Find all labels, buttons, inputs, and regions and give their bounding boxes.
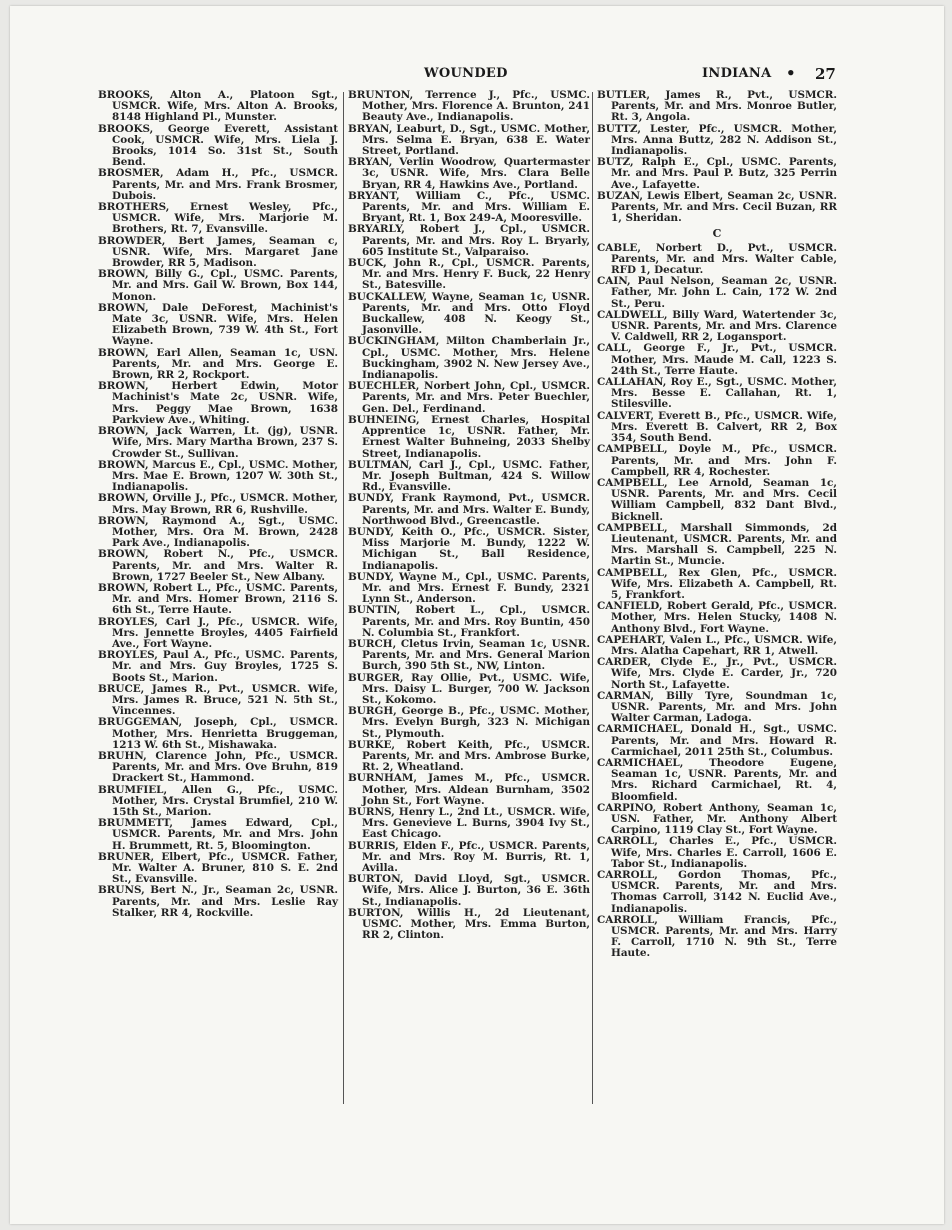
bullet-icon: • xyxy=(786,64,796,82)
casualty-entry: BROWN, Orville J., Pfc., USMCR. Mother, Mrs. May Brown, RR 6, Rushville. xyxy=(98,492,338,516)
casualty-entry: BRUMMETT, James Edward, Cpl., USMCR. Parents, Mr. and Mrs. John H. Brummett, Rt. 5, Bloomington. xyxy=(98,817,338,852)
column-3 xyxy=(597,90,837,960)
casualty-entry: CALDWELL, Billy Ward, Watertender 3c, USNR. Parents, Mr. and Mrs. Clarence V. Caldwell, RR 2, Logansport. xyxy=(597,308,837,344)
casualty-entry: CARMICHAEL, Donald H., Sgt., USMC. Parents, Mr. and Mrs. Howard R. Carmichael, 2011 25th St., Columbus. xyxy=(597,723,837,758)
casualty-entry: BURTON, David Lloyd, Sgt., USMCR. Wife, Mrs. Alice J. Burton, 36 E. 36th St., Indianapolis. xyxy=(348,873,590,908)
casualty-entry: BUNTIN, Robert L., Cpl., USMCR. Parents, Mr. and Mrs. Roy Buntin, 450 N. Columbia St., Frankfort. xyxy=(348,604,590,639)
casualty-entry: CARDER, Clyde E., Jr., Pvt., USMCR. Wife, Mrs. Clyde E. Carder, Jr., 720 North St., Lafayette. xyxy=(597,656,837,691)
state-name: INDIANA xyxy=(702,66,772,81)
casualty-entry: CARROLL, William Francis, Pfc., USMCR. Parents, Mr. and Mrs. Harry F. Carroll, 1710 N. 9th St., Terre Haute. xyxy=(597,913,837,960)
casualty-entry: BRYAN, Leaburt, D., Sgt., USMC. Mother, Mrs. Selma E. Bryan, 638 E. Water Street, Portland. xyxy=(348,122,590,158)
casualty-entry: BRUMFIEL, Allen G., Pfc., USMC. Mother, Mrs. Crystal Brumfiel, 210 W. 15th St., Marion. xyxy=(98,783,338,818)
casualty-entry: BROWN, Billy G., Cpl., USMC. Parents, Mr. and Mrs. Gail W. Brown, Box 144, Monon. xyxy=(98,268,338,303)
casualty-entry: BROSMER, Adam H., Pfc., USMCR. Parents, Mr. and Mrs. Frank Brosmer, Dubois. xyxy=(98,167,338,202)
casualty-entry: CAMPBELL, Rex Glen, Pfc., USMCR. Wife, Mrs. Elizabeth A. Campbell, Rt. 5, Frankfort. xyxy=(597,566,837,601)
page-header xyxy=(0,60,952,84)
casualty-entry: BROWN, Raymond A., Sgt., USMC. Mother, Mrs. Ora M. Brown, 2428 Park Ave., Indianapolis. xyxy=(98,514,338,550)
casualty-entry: BROYLES, Paul A., Pfc., USMC. Parents, Mr. and Mrs. Guy Broyles, 1725 S. Boots St., Marion. xyxy=(98,649,338,684)
casualty-entry: BURNS, Henry L., 2nd Lt., USMCR. Wife, Mrs. Genevieve L. Burns, 3904 Ivy St., East Chicago. xyxy=(348,806,590,841)
column-1 xyxy=(98,90,338,919)
casualty-entry: BRYAN, Verlin Woodrow, Quartermaster 3c, USNR. Wife, Mrs. Clara Belle Bryan, RR 4, Hawkins Ave., Portland. xyxy=(348,156,590,191)
casualty-entry: CABLE, Norbert D., Pvt., USMCR. Parents, Mr. and Mrs. Walter Cable, RFD 1, Decatur. xyxy=(597,241,837,277)
column-divider xyxy=(343,92,344,1104)
casualty-entry: BROWN, Marcus E., Cpl., USMC. Mother, Mrs. Mae E. Brown, 1207 W. 30th St., Indianapolis. xyxy=(98,458,338,494)
casualty-entry: CARROLL, Charles E., Pfc., USMCR. Wife, Mrs. Charles E. Carroll, 1606 E. Tabor St., Indianapolis. xyxy=(597,835,837,870)
casualty-entry: BRYANT, William C., Pfc., USMC. Parents, Mr. and Mrs. William E. Bryant, Rt. 1, Box 249-A, Mooresville. xyxy=(348,189,590,225)
casualty-entry: BRYARLY, Robert J., Cpl., USMCR. Parents, Mr. and Mrs. Roy L. Bryarly, 605 Institute St., Valparaiso. xyxy=(348,223,590,258)
casualty-entry: CAIN, Paul Nelson, Seaman 2c, USNR. Father, Mr. John L. Cain, 172 W. 2nd St., Peru. xyxy=(597,275,837,310)
casualty-entry: CARMICHAEL, Theodore Eugene, Seaman 1c, USNR. Parents, Mr. and Mrs. Richard Carmichael, Rt. 4, Bloomfield. xyxy=(597,756,837,803)
casualty-entry: CARPINO, Robert Anthony, Seaman 1c, USN. Father, Mr. Anthony Albert Carpino, 1119 Clay St., Fort Wayne. xyxy=(597,801,837,837)
casualty-entry: BUECHLER, Norbert John, Cpl., USMCR. Parents, Mr. and Mrs. Peter Buechler, Gen. Del., Ferdinand. xyxy=(348,380,590,415)
casualty-entry: BRUNS, Bert N., Jr., Seaman 2c, USNR. Parents, Mr. and Mrs. Leslie Ray Stalker, RR 4, Rockville. xyxy=(98,884,338,919)
casualty-entry: BURKE, Robert Keith, Pfc., USMCR. Parents, Mr. and Mrs. Ambrose Burke, Rt. 2, Wheatland. xyxy=(348,738,590,774)
casualty-entry: BUHNEING, Ernest Charles, Hospital Apprentice 1c, USNR. Father, Mr. Ernest Walter Buhneing, 2033 Shelby Street, Indianapolis. xyxy=(348,413,590,460)
casualty-entry: BUCKINGHAM, Milton Chamberlain Jr., Cpl., USMC. Mother, Mrs. Helene Buckingham, 3902 N. New Jersey Ave., Indianapolis. xyxy=(348,335,590,382)
casualty-entry: BULTMAN, Carl J., Cpl., USMC. Father, Mr. Joseph Bultman, 424 S. Willow Rd., Evansville. xyxy=(348,458,590,494)
casualty-entry: BROWN, Robert N., Pfc., USMCR. Parents, Mr. and Mrs. Walter R. Brown, 1727 Beeler St., New Albany. xyxy=(98,548,338,583)
casualty-entry: CAPEHART, Valen L., Pfc., USMCR. Wife, Mrs. Alatha Capehart, RR 1, Atwell. xyxy=(597,633,837,657)
casualty-entry: BROWN, Herbert Edwin, Motor Machinist's Mate 2c, USNR. Wife, Mrs. Peggy Mae Brown, 1638 Parkview Ave., Whiting. xyxy=(98,380,338,426)
casualty-entry: BRUHN, Clarence John, Pfc., USMCR. Parents, Mr. and Mrs. Ove Bruhn, 819 Drackert St., Hammond. xyxy=(98,749,338,785)
casualty-entry: BURCH, Cletus Irvin, Seaman 1c, USNR. Parents, Mr. and Mrs. General Marion Burch, 390 5th St., NW, Linton. xyxy=(348,637,590,673)
casualty-entry: BURRIS, Elden F., Pfc., USMCR. Parents, Mr. and Mrs. Roy M. Burris, Rt. 1, Avilla. xyxy=(348,839,590,875)
casualty-entry: BROOKS, George Everett, Assistant Cook, USMCR. Wife, Mrs. Liela J. Brooks, 1014 So. 31st St., South Bend. xyxy=(98,122,338,169)
casualty-entry: BUTTZ, Lester, Pfc., USMCR. Mother, Mrs. Anna Buttz, 282 N. Addison St., Indianapolis. xyxy=(597,122,837,158)
casualty-entry: BUZAN, Lewis Elbert, Seaman 2c, USNR. Parents, Mr. and Mrs. Cecil Buzan, RR 1, Sheridan. xyxy=(597,189,837,225)
casualty-entry: CALL, George F., Jr., Pvt., USMCR. Mother, Mrs. Maude M. Call, 1223 S. 24th St., Terre Haute. xyxy=(597,342,837,377)
casualty-entry: BROYLES, Carl J., Pfc., USMCR. Wife, Mrs. Jennette Broyles, 4405 Fairfield Ave., Fort Wayne. xyxy=(98,615,338,650)
casualty-entry: BUNDY, Frank Raymond, Pvt., USMCR. Parents, Mr. and Mrs. Walter E. Bundy, Northwood Blvd., Greencastle. xyxy=(348,492,590,527)
casualty-entry: BUNDY, Wayne M., Cpl., USMC. Parents, Mr. and Mrs. Ernest F. Bundy, 2321 Lynn St., Anderson. xyxy=(348,570,590,606)
casualty-entry: BUCKALLEW, Wayne, Seaman 1c, USNR. Parents, Mr. and Mrs. Otto Floyd Buckallew, 408 N. Keogy St., Jasonville. xyxy=(348,290,590,337)
casualty-entry: BRUNER, Elbert, Pfc., USMCR. Father, Mr. Walter A. Bruner, 810 S. E. 2nd St., Evansville. xyxy=(98,850,338,886)
casualty-entry: BUTLER, James R., Pvt., USMCR. Parents, Mr. and Mrs. Monroe Butler, Rt. 3, Angola. xyxy=(597,89,837,124)
casualty-entry: BUCK, John R., Cpl., USMCR. Parents, Mr. and Mrs. Henry F. Buck, 22 Henry St., Batesville. xyxy=(348,257,590,292)
casualty-entry: BURTON, Willis H., 2d Lieutenant, USMC. Mother, Mrs. Emma Burton, RR 2, Clinton. xyxy=(348,906,590,942)
page-number: 27 xyxy=(815,65,836,83)
column-2 xyxy=(348,90,590,941)
casualty-entry: BROTHERS, Ernest Wesley, Pfc., USMCR. Wife, Mrs. Marjorie M. Brothers, Rt. 7, Evansville. xyxy=(98,201,338,236)
casualty-entry: BURNHAM, James M., Pfc., USMCR. Mother, Mrs. Aldean Burnham, 3502 John St., Fort Wayne. xyxy=(348,772,590,807)
casualty-entry: BRUGGEMAN, Joseph, Cpl., USMCR. Mother, Mrs. Henrietta Bruggeman, 1213 W. 6th St., Mishawaka. xyxy=(98,716,338,751)
casualty-entry: CANFIELD, Robert Gerald, Pfc., USMCR. Mother, Mrs. Helen Stucky, 1408 N. Anthony Blvd., Fort Wayne. xyxy=(597,600,837,635)
casualty-entry: CAMPBELL, Marshall Simmonds, 2d Lieutenant, USMCR. Parents, Mr. and Mrs. Marshall S. Campbell, 225 N. Martin St., Muncie. xyxy=(597,521,837,568)
casualty-entry: CAMPBELL, Lee Arnold, Seaman 1c, USNR. Parents, Mr. and Mrs. Cecil William Campbell, 832 Dant Blvd., Bicknell. xyxy=(597,476,837,523)
column-divider xyxy=(592,92,593,1104)
casualty-entry: BURGER, Ray Ollie, Pvt., USMC. Wife, Mrs. Daisy L. Burger, 700 W. Jackson St., Kokomo. xyxy=(348,671,590,706)
casualty-entry: CARROLL, Gordon Thomas, Pfc., USMCR. Parents, Mr. and Mrs. Thomas Carroll, 3142 N. Euclid Ave., Indianapolis. xyxy=(597,869,837,915)
casualty-entry: CAMPBELL, Doyle M., Pfc., USMCR. Parents, Mr. and Mrs. John F. Campbell, RR 4, Rochester. xyxy=(597,443,837,478)
casualty-entry: BUNDY, Keith O., Pfc., USMCR. Sister, Miss Marjorie M. Bundy, 1222 W. Michigan St., Ball Residence, Indianapolis. xyxy=(348,525,590,572)
casualty-entry: BUTZ, Ralph E., Cpl., USMC. Parents, Mr. and Mrs. Paul P. Butz, 325 Perrin Ave., Lafayette. xyxy=(597,156,837,191)
casualty-entry: CARMAN, Billy Tyre, Soundman 1c, USNR. Parents, Mr. and Mrs. John Walter Carman, Ladoga. xyxy=(597,689,837,725)
casualty-entry: CALVERT, Everett B., Pfc., USMCR. Wife, Mrs. Everett B. Calvert, RR 2, Box 354, South Bend. xyxy=(597,409,837,445)
running-head: WOUNDED xyxy=(424,66,508,81)
casualty-entry: BROWN, Earl Allen, Seaman 1c, USN. Parents, Mr. and Mrs. George E. Brown, RR 2, Rockport. xyxy=(98,346,338,382)
casualty-entry: BRUCE, James R., Pvt., USMCR. Wife, Mrs. James R. Bruce, 521 N. 5th St., Vincennes. xyxy=(98,682,338,718)
casualty-entry: BROWDER, Bert James, Seaman c, USNR. Wife, Mrs. Margaret Jane Browder, RR 5, Madison. xyxy=(98,234,338,270)
casualty-entry: CALLAHAN, Roy E., Sgt., USMC. Mother, Mrs. Besse E. Callahan, Rt. 1, Stilesville. xyxy=(597,376,837,411)
casualty-entry: BROOKS, Alton A., Platoon Sgt., USMCR. Wife, Mrs. Alton A. Brooks, 8148 Highland Pl., Munster. xyxy=(98,89,338,124)
casualty-entry: BROWN, Dale DeForest, Machinist's Mate 3c, USNR. Wife, Mrs. Helen Elizabeth Brown, 739 W. 4th St., Fort Wayne. xyxy=(98,301,338,348)
casualty-entry: BROWN, Jack Warren, Lt. (jg), USNR. Wife, Mrs. Mary Martha Brown, 237 S. Crowder St., Sullivan. xyxy=(98,425,338,460)
casualty-entry: BROWN, Robert L., Pfc., USMC. Parents, Mr. and Mrs. Homer Brown, 2116 S. 6th St., Terre Haute. xyxy=(98,581,338,617)
casualty-entry: BRUNTON, Terrence J., Pfc., USMC. Mother, Mrs. Florence A. Brunton, 241 Beauty Ave., Indianapolis. xyxy=(348,89,590,124)
casualty-entry: BURGH, George B., Pfc., USMC. Mother, Mrs. Evelyn Burgh, 323 N. Michigan St., Plymouth. xyxy=(348,705,590,740)
section-letter: C xyxy=(712,227,722,241)
